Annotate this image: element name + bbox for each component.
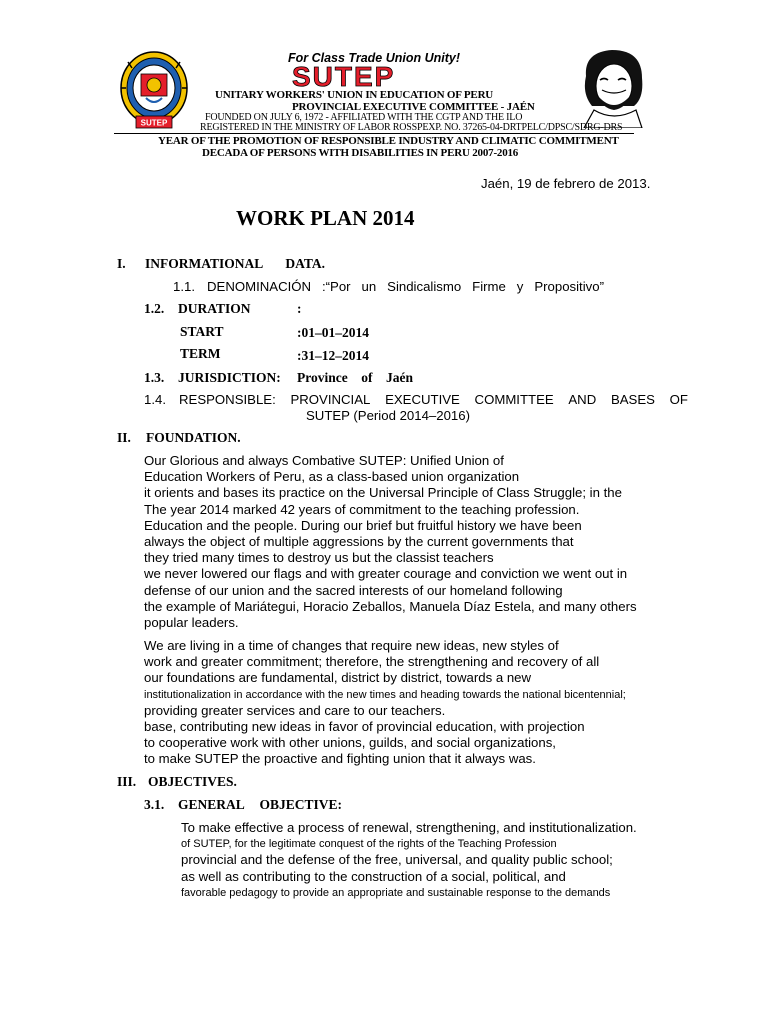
header-committee: PROVINCIAL EXECUTIVE COMMITTEE - JAÉN [292, 101, 535, 113]
sutep-wordmark: SUTEP [292, 61, 396, 92]
general-objective-paragraph [181, 820, 637, 901]
header-union-name: UNITARY WORKERS' UNION IN EDUCATION OF PERU [215, 89, 494, 101]
item-1-1-number: 1.1. [173, 279, 195, 294]
paragraph-line: providing greater services and care to our teachers. [144, 702, 446, 718]
item-1-4-number: 1.4. [144, 392, 166, 407]
document-date: Jaén, 19 de febrero de 2013. [481, 176, 651, 191]
start-label: START [180, 324, 224, 339]
header-decade-slogan: DECADA OF PERSONS WITH DISABILITIES IN PERU 2007-2016 [202, 147, 519, 159]
paragraph-line: The year 2014 marked 42 years of commitment to the teaching profession. [144, 501, 580, 517]
section-3-heading: OBJECTIVES. [148, 774, 237, 789]
item-1-2-number: 1.2. [144, 301, 165, 316]
paragraph-line: of SUTEP, for the legitimate conquest of the rights of the Teaching Profession [181, 838, 557, 851]
paragraph-line: favorable pedagogy to provide an appropriate and sustainable response to the demands [181, 886, 611, 899]
term-value: :31–12–2014 [297, 348, 369, 363]
paragraph-line: always the object of multiple aggressions by the current governments that [144, 533, 574, 549]
section-1-heading: INFORMATIONAL DATA. [145, 256, 325, 271]
section-2-number: II. [117, 430, 131, 445]
item-1-3-value: Province of Jaén [297, 370, 413, 385]
paragraph-line: Our Glorious and always Combative SUTEP: Unified Union of [144, 453, 504, 468]
header-motto: For Class Trade Union Unity! [288, 51, 461, 65]
foundation-paragraph-1 [144, 453, 637, 631]
header-registration: REGISTERED IN THE MINISTRY OF LABOR ROSSPEXP. NO. 37265-04-DRTPELC/DPSC/SDRG-DRS [200, 122, 623, 133]
term-label: TERM [180, 346, 221, 361]
paragraph-line: work and greater commitment; therefore, the strengthening and recovery of all [144, 654, 600, 670]
item-1-3-label: JURISDICTION: [178, 370, 281, 385]
header-divider [114, 133, 634, 134]
paragraph-line: base, contributing new ideas in favor of provincial education, with projection [144, 718, 585, 734]
paragraph-line: Education and the people. During our brief but fruitful history we have been [144, 517, 582, 533]
paragraph-line: We are living in a time of changes that require new ideas, new styles of [144, 638, 559, 653]
paragraph-line: institutionalization in accordance with the new times and heading towards the national bicentennial; [144, 688, 626, 701]
sutep-crest-logo [118, 48, 190, 134]
section-3-number: III. [117, 774, 137, 789]
section-1-number: I. [117, 256, 126, 271]
paragraph-line: they tried many times to destroy us but the classist teachers [144, 550, 494, 566]
paragraph-line: popular leaders. [144, 614, 239, 630]
start-value: :01–01–2014 [297, 325, 369, 340]
paragraph-line: defense of our union and the sacred interests of our homeland following [144, 582, 563, 598]
paragraph-line: as well as contributing to the construction of a social, political, and [181, 868, 566, 884]
leader-portrait-image [572, 46, 654, 128]
item-1-1-denominacion: DENOMINACIÓN :“Por un Sindicalismo Firme y Propositivo” [207, 279, 604, 294]
header-founded: FOUNDED ON JULY 6, 1972 - AFFILIATED WITH THE CGTP AND THE ILO [205, 112, 523, 123]
header-year-slogan: YEAR OF THE PROMOTION OF RESPONSIBLE INDUSTRY AND CLIMATIC COMMITMENT [158, 135, 619, 147]
item-1-2-colon: : [297, 301, 302, 316]
item-1-4-period: SUTEP (Period 2014–2016) [306, 408, 470, 423]
paragraph-line: to cooperative work with other unions, guilds, and social organizations, [144, 735, 556, 751]
paragraph-line: we never lowered our flags and with greater courage and conviction we went out in [144, 566, 628, 582]
item-1-3-number: 1.3. [144, 370, 165, 385]
item-1-2-label: DURATION [178, 301, 251, 316]
foundation-paragraph-2 [144, 638, 626, 768]
item-1-4-responsible: RESPONSIBLE: PROVINCIAL EXECUTIVE COMMITTEE AND BASES OF [179, 392, 688, 407]
item-3-1-number: 3.1. [144, 797, 165, 812]
item-3-1-heading: GENERAL OBJECTIVE: [178, 797, 342, 812]
document-title: WORK PLAN 2014 [236, 206, 415, 230]
paragraph-line: our foundations are fundamental, district by district, towards a new [144, 670, 532, 686]
crest-label: SUTEP [140, 118, 168, 128]
paragraph-line: to make SUTEP the proactive and fighting union that it always was. [144, 751, 536, 767]
section-2-heading: FOUNDATION. [146, 430, 241, 445]
paragraph-line: it orients and bases its practice on the Universal Principle of Class Struggle; in the [144, 485, 622, 501]
paragraph-line: Education Workers of Peru, as a class-based union organization [144, 469, 520, 485]
paragraph-line: provincial and the defense of the free, universal, and quality public school; [181, 852, 613, 868]
paragraph-line: the example of Mariátegui, Horacio Zeballos, Manuela Díaz Estela, and many others [144, 598, 637, 614]
paragraph-line: To make effective a process of renewal, strengthening, and institutionalization. [181, 820, 637, 835]
